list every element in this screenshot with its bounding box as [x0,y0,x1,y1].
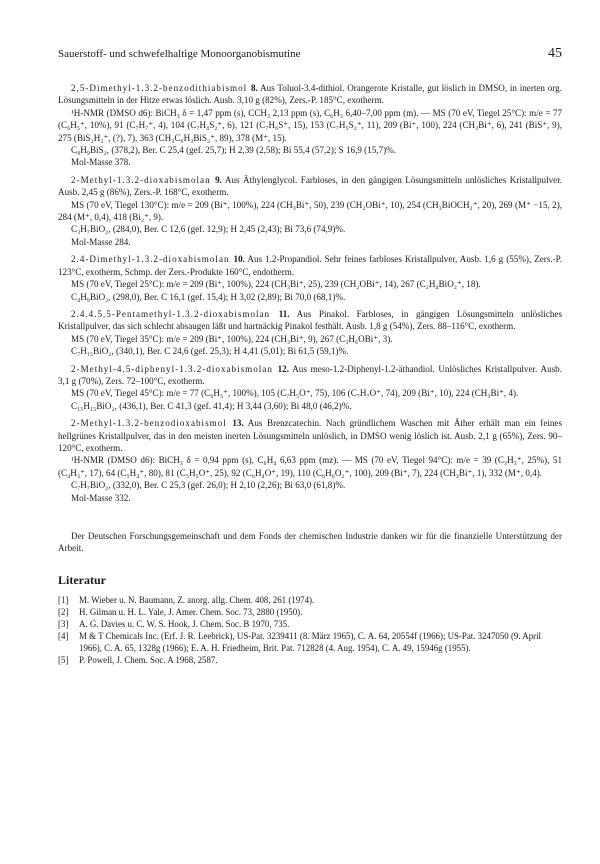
compound-entry [58,363,562,413]
compound-data-line: MS (70 eV, Tiegel 130°C): m/e = 209 (Bi⁺, 100%), 224 (CH₃Bi⁺, 50), 239 (CH₂OBi⁺, 10), 254 (CH₃BiOCH₂⁺, 20), 269 (M⁺ −15, 2), 284 (M⁺, 0,4), 418 (Bi₂⁺, 9). [58,199,562,223]
compound-data-line: Mol-Masse 332. [71,492,131,503]
compound-description [58,82,562,107]
reference-item [58,618,562,630]
compound-name: 2,5-Dimethyl-1.3.2-benzodithiabismol [71,83,251,93]
compound-entry [58,82,562,169]
reference-number: [5] [58,654,69,665]
compound-data-line: C₄H₉BiO₂, (298,0), Ber. C 16,1 (gef. 15,4); H 3,02 (2,89); Bi 70,0 (68,1)%. [71,291,346,302]
compound-data-line: Mol-Masse 378. [71,157,131,168]
reference-item [58,606,562,618]
compound-number: 9. [215,174,222,185]
compound-data-line: C₇H₁₅BiO₂, (340,1), Ber. C 24,6 (gef. 25,3); H 4,41 (5,01); Bi 61,5 (59,1)%. [71,346,349,357]
compound-entry [58,174,562,248]
compound-data-line: Mol-Masse 284. [71,236,131,247]
compound-entry [58,253,562,303]
reference-text: A. G. Davies u. C. W. S. Hook, J. Chem. Soc. B 1970, 735. [79,618,290,629]
compound-number: 12. [277,363,289,374]
compound-data-line: ¹H-NMR (DMSO d6): BiCH₃ δ = 0,94 ppm (s), C₆H₄ 6,63 ppm (mz). — MS (70 eV, Tiegel 94°C): m/e = 39 (C₃H₃⁺, 25%), 51 (C₄H₃⁺, 17), 64 (C₅H₄⁺, 80), 81 (C₅H₅O⁺, 25), 92 (C₆H₄O⁺, 19), 110 (C₆H₆O₂⁺, 100), 209 (Bi⁺, 7), 224 (CH₃Bi⁺, 1), 332 (M⁺, 0,4). [58,455,562,478]
compound-body: Aus Toluol-3.4-dithiol. Orangerote Kristalle, gut löslich in DMSO, in inerten org. Lösungsmitteln in der Hitze etwas löslich. Ausb. 3,10 g (82%), Zers.-P. 185°C, exotherm. [58,83,562,106]
compound-description [58,308,562,333]
reference-number: [2] [58,606,69,617]
running-title: Sauerstoff- und schwefelhaltige Monoorganobismutine [58,48,301,60]
compound-entries [58,82,562,504]
reference-item [58,654,562,666]
compound-data-line: MS (70 eV, Tiegel 45°C): m/e = 77 (C₆H₅⁺, 100%), 105 (C₇H₅O⁺, 75), 106 (C₇H₇O⁺, 74), 209 (Bi⁺, 10), 224 (CH₃Bi⁺, 4). [71,388,519,399]
acknowledgement: Der Deutschen Forschungsgemeinschaft und dem Fonds der chemischen Industrie danken wir für die finanzielle Unterstützung der Arbeit. [58,531,562,554]
compound-name: 2.4-Dimethyl-1.3.2-dioxabismolan [71,254,234,265]
compound-entry [58,308,562,358]
reference-number: [3] [58,618,69,629]
compound-description [58,253,562,278]
compound-data-line: ¹H-NMR (DMSO d6): BiCH₃ δ = 1,47 ppm (s), CCH₃ 2,13 ppm (s), C₆H₃ 6,40–7,00 ppm (m). — MS (70 eV, Tiegel 25°C): m/e = 77 (C₆H₅⁺, 10%), 91 (C₇H₇⁺, 4), 104 (C₇H₄S₂⁺, 6), 121 (C₇H₆S⁺, 15), 153 (C₇H₅S₂⁺, 11), 209 (Bi⁺, 100), 224 (CH₃Bi⁺, 6), 241 (BiS⁺, 9), 275 (BiS₂H₂⁺, (?), 7), 363 (CH₃C₆H₃BiS₂⁺, 89), 378 (M⁺, 15). [58,107,562,143]
page-number: 45 [548,46,562,61]
reference-item [58,594,562,606]
reference-text: H. Gilman u. H. L. Yale, J. Amer. Chem. Soc. 73, 2880 (1950). [79,606,303,617]
reference-item [58,630,562,654]
compound-data-line: C₈H₉BiS₂, (378,2), Ber. C 25,4 (gef. 25,7); H 2,39 (2,58); Bi 55,4 (57,2); S 16,9 (15,7)%. [71,145,396,156]
compound-body: Aus meso-1.2-Diphenyl-1.2-äthandiol. Unlösliches Kristallpulver. Ausb. 3,1 g (70%), Zers. 72–100°C, exotherm. [58,363,562,386]
compound-name: 2-Methyl-1.3.2-dioxabismolan [71,174,216,185]
compound-entry [58,417,562,504]
compound-data-line: C₃H₇BiO₂, (284,0), Ber. C 12,6 (gef. 12,9); H 2,45 (2,43); Bi 73,6 (74,9)%. [71,224,346,235]
references-list [58,594,562,666]
reference-text: M. Wieber u. N. Baumann, Z. anorg. allg. Chem. 408, 261 (1974). [79,594,315,605]
running-header [58,46,562,62]
compound-body: Aus Pinakol. Farbloses, in gängigen Lösungsmitteln unlösliches Kristallpulver, das sich schlecht absaugen läßt und hartnäckig Pinakol festhält. Ausb. 1,8 g (54%), Zers. 88–116°C, exotherm. [58,308,562,332]
compound-number: 13. [232,418,244,429]
compound-data-line: MS (70 eV, Tiegel 25°C): m/e = 209 (Bi⁺, 100%), 224 (CH₃Bi⁺, 25), 239 (CH₂OBi⁺, 14), 267 (C₂H₄BiO₂⁺, 18). [71,279,481,290]
reference-number: [4] [58,630,69,641]
page [58,46,562,666]
compound-number: 11. [278,308,290,319]
compound-body: Aus 1.2-Propandiol. Sehr feines farbloses Kristallpulver, Ausb. 1,6 g (55%), Zers.-P. 123°C, exotherm, Schmp. der Zers.-Produkte 160°C, endotherm. [58,254,563,277]
reference-text: P. Powell, J. Chem. Soc. A 1968, 2587. [79,654,218,665]
compound-data-line: MS (70 eV, Tiegel 35°C): m/e = 209 (Bi⁺, 100%), 224 (CH₃Bi⁺, 9), 267 (C₃H₆OBi⁺, 3). [71,333,393,344]
compound-data-line: C₁₅H₁₅BiO₂, (436,1), Ber. C 41,3 (gef. 41,4); H 3,44 (3,60); Bi 48,0 (46,2)%. [71,400,352,411]
compound-description [58,417,562,454]
reference-text: M & T Chemicals Inc. (Erf. J. R. Leebrick), US-Pat. 3239411 (8. März 1965), C. A. 64, 20554f (1966); US-Pat. 3247050 (9. April 1966), C. A. 65, 1328g (1966); E. A. H. Friedheim, Brit. Pat. 712828 (4. Aug. 1954), C. A. 49, 15946g (1955). [79,630,542,653]
compound-number: 8. [250,83,258,93]
compound-description [58,174,562,199]
compound-body: Aus Äthylenglycol. Farbloses, in den gängigen Lösungsmitteln unlösliches Kristallpulver. Ausb. 2,45 g (86%), Zers.-P. 168°C, exotherm. [58,174,562,198]
compound-number: 10. [233,254,245,265]
compound-data-line: C₇H₇BiO₂, (332,0), Ber. C 25,3 (gef. 26,0); H 2,10 (2,26); Bi 63,0 (61,8)%. [71,480,346,491]
reference-number: [1] [58,594,69,605]
compound-name: 2-Methyl-1.3.2-benzodioxabismol [71,418,233,429]
compound-body: Aus Brenzcatechin. Nach gründlichem Waschen mit Äther erhält man ein feines hellgrünes Kristallpulver, das in den meisten inerten Lösungsmitteln unlöslich, in DMSO wenig löslich ist. Ausb. 2,1 g (65%), Zers. 90–120°C, exotherm. [58,418,562,453]
compound-description [58,363,562,388]
references-title: Literatur [58,572,106,587]
compound-name: 2.4.4.5.5-Pentamethyl-1.3.2-dioxabismolan [71,308,279,319]
compound-name: 2-Methyl-4.5-diphenyl-1.3.2-dioxabismolan [71,363,278,374]
